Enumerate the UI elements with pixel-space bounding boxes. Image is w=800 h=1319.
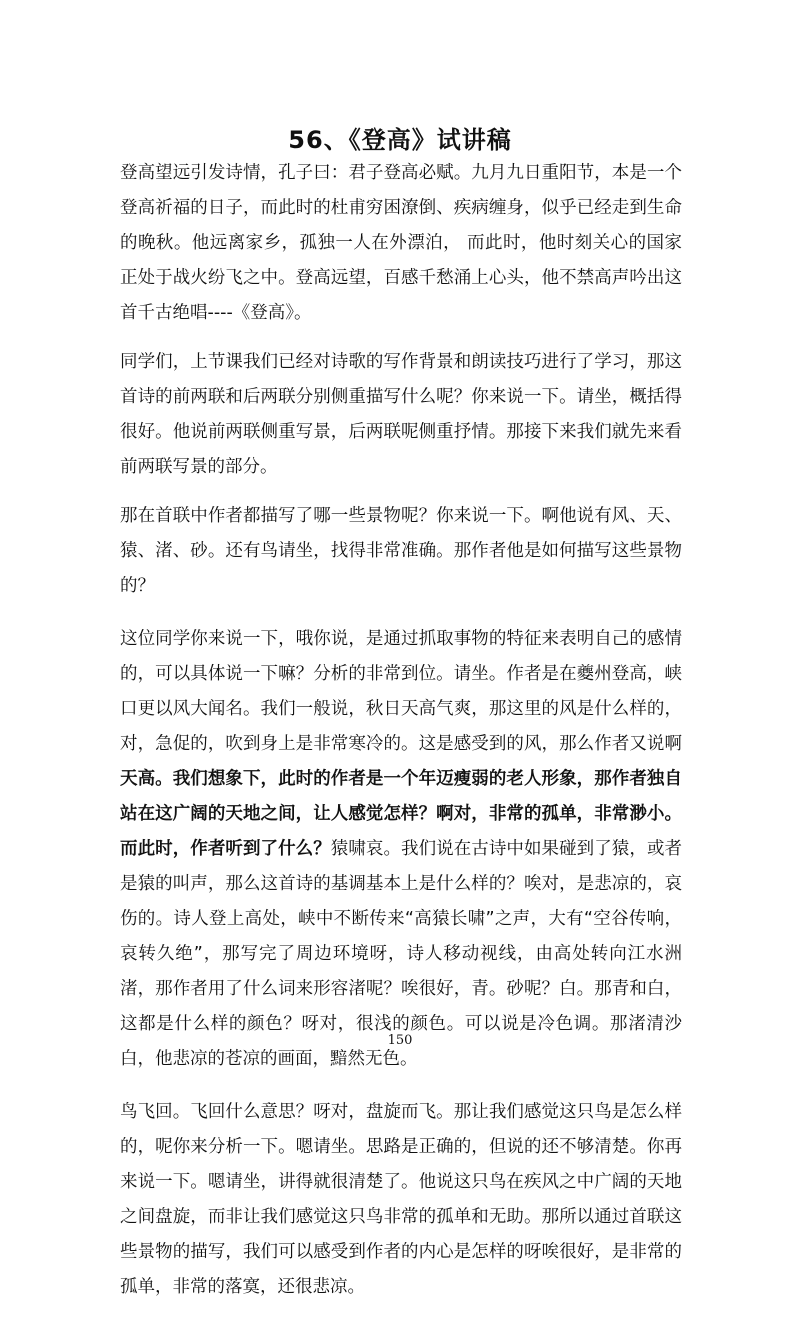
page-title: 56、《登高》试讲稿 [288, 126, 512, 155]
paragraph-bird-analysis: 鸟飞回。飞回什么意思？呀对，盘旋而飞。那让我们感觉这只鸟是怎么样的，呢你来分析一下。嗯请坐。思路是正确的，但说的还不够清楚。你再来说一下。嗯请坐，讲得就很清楚了。他说这只鸟在疾风之中广阔的天地之间盘旋，而非让我们感觉这只鸟非常的孤单和无助。那所以通过首联这些景物的描写，我们可以感受到作者的内心是怎样的呀唉很好，是非常的孤单，非常的落寞，还很悲凉。 [120, 1102, 682, 1297]
paragraph-intro: 登高望远引发诗情，孔子曰：君子登高必赋。九月九日重阳节，本是一个登高祈福的日子，而此时的杜甫穷困潦倒、疾病缠身，似乎已经走到生命的晚秋。他远离家乡，孤独一人在外漂泊， 而此时，他时刻关心的国家正处于战火纷飞之中。登高远望，百感千愁涌上心头，他不禁高声吟出这首千古绝唱----《登高》。 [120, 163, 682, 323]
page-number: 150 [387, 1033, 413, 1048]
paragraph-scenery-analysis [120, 622, 682, 1077]
paragraph-text: 这位同学你来说一下，哦你说，是通过抓取事物的特征来表明自己的感情的，可以具体说一下嘛？分析的非常到位。请坐。作者是在夔州登高，峡口更以风大闻名。我们一般说，秋日天高气爽，那这里的风是什么样的，对，急促的，吹到身上是非常寒冷的。这是感受到的风，那么作者又说啊 [120, 629, 682, 754]
paragraph-lesson-review: 同学们，上节课我们已经对诗歌的写作背景和朗读技巧进行了学习，那这首诗的前两联和后两联分别侧重描写什么呢？你来说一下。请坐，概括得很好。他说前两联侧重写景，后两联呢侧重抒情。那接下来我们就先来看前两联写景的部分。 [120, 352, 682, 477]
emphasized-text: 天高。我们想象下，此时的作者是一个年迈瘦弱的老人形象，那作者独自站在这广阔的天地之间，让人感觉怎样？啊对，非常的孤单，非常渺小。而此时，作者听到了什么？ [120, 769, 682, 859]
document-body [120, 156, 682, 1319]
paragraph-first-couplet-question: 那在首联中作者都描写了哪一些景物呢？你来说一下。啊他说有风、天、猿、渚、砂。还有鸟请坐，找得非常准确。那作者他是如何描写这些景物的？ [120, 506, 682, 596]
paragraph-text: 猿啸哀。我们说在古诗中如果碰到了猿，或者是猿的叫声，那么这首诗的基调基本上是什么样的？唉对，是悲凉的，哀伤的。诗人登上高处，峡中不断传来“高猿长啸”之声，大有“空谷传响，哀转久绝”，那写完了周边环境呀，诗人移动视线，由高处转向江水洲渚，那作者用了什么词来形容渚呢？唉很好，青。砂呢？白。那青和白，这都是什么样的颜色？呀对，很浅的颜色。可以说是冷色调。那渚清沙白，他悲凉的苍凉的画面，黯然无色。 [120, 839, 683, 1069]
